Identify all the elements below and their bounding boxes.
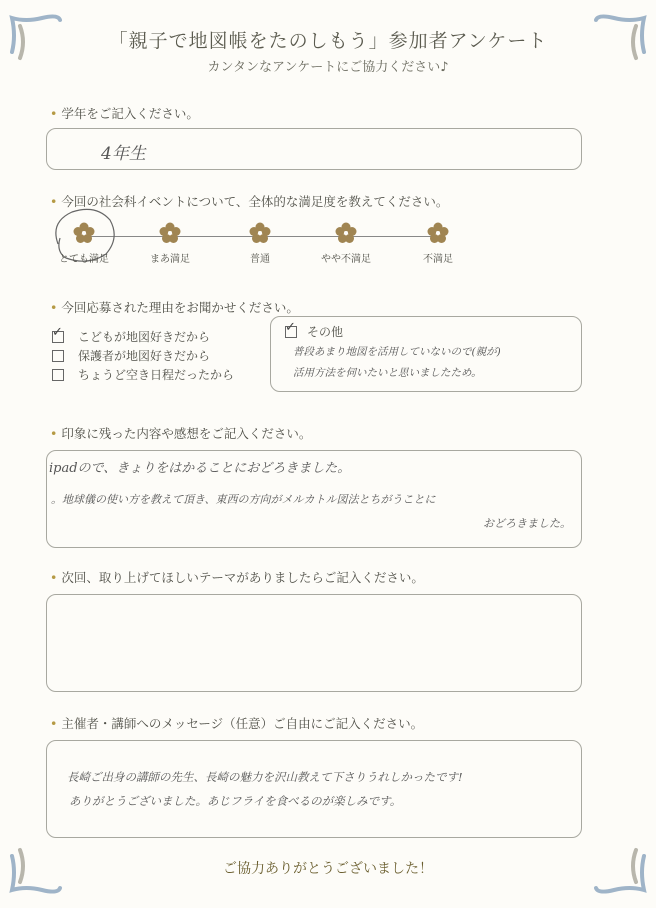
impressions-answer-line1: ipadので、きょりをはかることにおどろきました。 [49,461,351,476]
question-grade-label: • 学年をご記入ください。 [50,106,199,121]
question-reason-label: • 今回応募された理由をお聞かせください。 [50,300,299,315]
reason-other-box[interactable] [270,316,582,392]
footer-thanks: ご協力ありがとうございました！ [223,861,433,877]
question-text: 今回応募された理由をお聞かせください。 [61,300,299,315]
question-message-label: • 主催者・講師へのメッセージ（任意）ご自由にご記入ください。 [50,716,424,731]
flower-icon [249,222,271,244]
checkbox[interactable] [52,369,64,381]
question-text: 今回の社会科イベントについて、全体的な満足度を教えてください。 [61,194,449,209]
survey-title: 「親子で地図帳をたのしもう」参加者アンケート [108,30,548,52]
flower-icon [159,222,181,244]
message-answer-line2: ありがとうございました。あじフライを食べるのが楽しみです。 [69,794,402,808]
reason-option-child-likes-maps[interactable] [52,328,210,345]
question-satisfaction-label: • 今回の社会科イベントについて、全体的な満足度を教えてください。 [50,194,449,209]
question-text: 次回、取り上げてほしいテーマがありましたらご記入ください。 [61,570,424,585]
scale-label: とても満足 [59,254,109,265]
checkbox-checked[interactable] [52,331,64,343]
satisfaction-option-somewhat-unsatisfied[interactable] [306,222,386,265]
flower-icon [335,222,357,244]
reason-option-parent-likes-maps[interactable] [52,347,210,364]
option-label: 保護者が地図好きだから [78,349,211,363]
reason-other-answer-line1: 普段あまり地図を活用していないので(親が) [293,346,501,358]
satisfaction-option-somewhat-satisfied[interactable] [130,222,210,265]
option-label: ちょうど空き日程だったから [78,368,235,382]
satisfaction-option-neutral[interactable] [220,222,300,265]
option-label: こどもが地図好きだから [78,330,211,344]
message-answer-line1: 長崎ご出身の講師の先生、長崎の魅力を沢山教えて下さりうれしかったです! [67,770,463,784]
checkbox[interactable] [52,350,64,362]
scale-label: 普通 [250,254,270,265]
reason-option-other[interactable] [285,323,343,340]
option-label: その他 [307,325,344,339]
flower-icon [427,222,449,244]
question-text: 印象に残った内容や感想をご記入ください。 [61,426,312,441]
question-next-theme-label: • 次回、取り上げてほしいテーマがありましたらご記入ください。 [50,570,424,585]
scale-label: まあ満足 [150,254,190,265]
question-text: 学年をご記入ください。 [61,106,199,121]
satisfaction-option-unsatisfied[interactable] [398,222,478,265]
message-answer-box[interactable] [46,740,582,838]
satisfaction-option-very-satisfied[interactable] [44,222,124,265]
reason-option-free-schedule[interactable] [52,366,234,383]
next-theme-answer-box[interactable] [46,594,582,692]
question-impressions-label: • 印象に残った内容や感想をご記入ください。 [50,426,312,441]
impressions-answer-line2: 。地球儀の使い方を教えて頂き、東西の方向がメルカトル図法とちがうことに [51,493,436,506]
flower-icon [73,222,95,244]
survey-subtitle: カンタンなアンケートにご協力ください♪ [207,60,449,75]
scale-label: 不満足 [423,254,453,265]
scale-label: やや不満足 [321,254,371,265]
impressions-answer-line3: おどろきました。 [483,517,571,530]
reason-other-answer-line2: 活用方法を伺いたいと思いましたため。 [293,367,482,379]
checkbox-checked[interactable] [285,326,297,338]
impressions-answer-box[interactable] [46,450,582,548]
question-text: 主催者・講師へのメッセージ（任意）ご自由にご記入ください。 [61,716,424,731]
grade-answer-box[interactable] [46,128,582,170]
grade-answer: 4年生 [101,144,146,164]
